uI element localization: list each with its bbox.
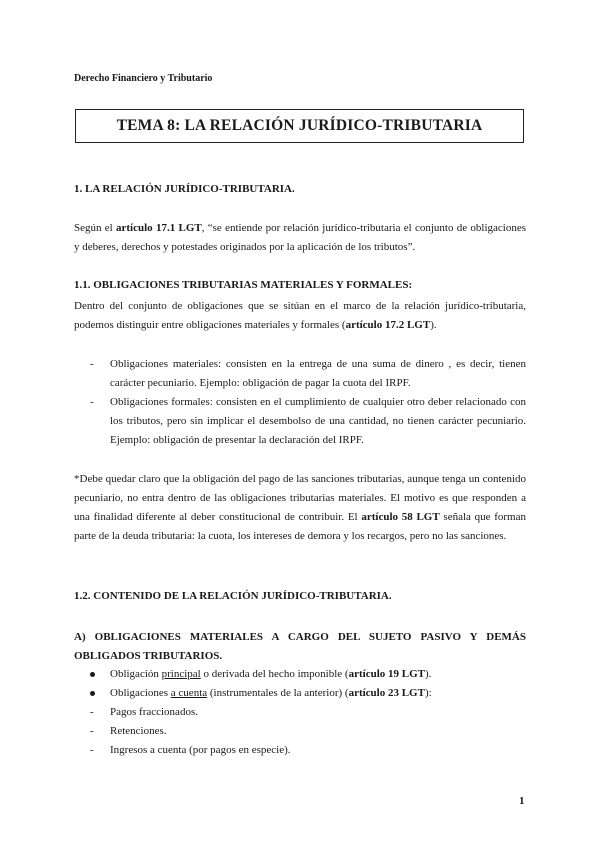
text-run: Dentro del conjunto de obligaciones que se sitúan en el marco de la relación jurídico-tributaria, podemos distinguir entre obligaciones materiales y formales ( [74, 300, 526, 331]
section-1-1-heading: 1.1. OBLIGACIONES TRIBUTARIAS MATERIALES Y FORMALES: [74, 279, 413, 291]
list-item-text: Obligaciones materiales: consisten en la entrega de una suma de dinero , es decir, tienen carácter pecuniario. Ejemplo: obligación de pagar la cuota del IRPF. [110, 358, 526, 389]
bullet-dot-icon [90, 672, 95, 677]
subsection-a-text: A) OBLIGACIONES MATERIALES A CARGO DEL SUJETO PASIVO Y DEMÁS OBLIGADOS TRIBUTARIOS. [74, 631, 526, 662]
text-run: señala que forman parte de la deuda tributaria: la cuota, los intereses de demora y los recargos, pero no las sanciones. [74, 511, 526, 542]
dash-marker: - [90, 706, 94, 718]
section-1-heading: 1. LA RELACIÓN JURÍDICO-TRIBUTARIA. [74, 183, 295, 195]
section-1-paragraph [74, 219, 526, 257]
obligations-list [74, 355, 526, 450]
text-run: ): [424, 687, 432, 699]
underlined-term: a cuenta [170, 687, 208, 699]
dash-marker: - [90, 358, 94, 370]
list-item-text: Obligaciones formales: consisten en el cumplimiento de cualquier otro deber relacionado con los tributos, pero sin implicar el desembolso de una cantidad, no tienen carácter pecuniario. Ejemplo: obligación de presentar la declaración del IRPF. [110, 396, 526, 446]
list-item [74, 393, 526, 450]
page-number: 1 [519, 795, 525, 807]
list-item [74, 722, 526, 741]
text-run: *Debe quedar claro que la obligación del pago de las sanciones tributarias, aunque tenga un contenido pecuniario, no entra dentro de las obligaciones tributarias materiales. El motivo es que responden a una finalidad diferente al deber constitucional de contribuir. El [74, 473, 526, 523]
text-run: Obligación [110, 668, 162, 680]
material-obligations-list [74, 665, 526, 760]
dash-marker: - [90, 744, 94, 756]
page-title: TEMA 8: LA RELACIÓN JURÍDICO-TRIBUTARIA [116, 117, 483, 134]
subsection-a-heading [74, 628, 526, 666]
article-reference: artículo 58 LGT [361, 511, 440, 523]
list-item-text: Retenciones. [110, 725, 167, 737]
text-run: , “se entiende por relación jurídico-tributaria el conjunto de obligaciones y deberes, derechos y potestades originados por la aplicación de los tributos”. [74, 222, 526, 253]
list-item [74, 741, 526, 760]
article-reference: artículo 17.2 LGT [345, 319, 431, 331]
article-reference: artículo 23 LGT [348, 687, 425, 699]
bullet-item [74, 684, 526, 703]
text-run: Según el [74, 222, 117, 234]
article-reference: artículo 17.1 LGT [116, 222, 202, 234]
list-item [74, 703, 526, 722]
page-title-box [75, 109, 524, 143]
list-item [74, 355, 526, 393]
list-item-text: Pagos fraccionados. [110, 706, 198, 718]
text-run: Obligaciones [110, 687, 171, 699]
section-1-2-heading: 1.2. CONTENIDO DE LA RELACIÓN JURÍDICO-TRIBUTARIA. [74, 590, 392, 602]
section-1-1-paragraph [74, 297, 526, 335]
dash-marker: - [90, 725, 94, 737]
bullet-dot-icon [90, 691, 95, 696]
list-item-text: Ingresos a cuenta (por pagos en especie). [110, 744, 291, 756]
text-run: ). [424, 668, 432, 680]
underlined-term: principal [161, 668, 201, 680]
dash-marker: - [90, 396, 94, 408]
text-run: o derivada del hecho imponible ( [200, 668, 349, 680]
bullet-item [74, 665, 526, 684]
running-header: Derecho Financiero y Tributario [74, 73, 213, 84]
text-run: ). [430, 319, 437, 331]
note-paragraph [74, 470, 526, 546]
text-run: (instrumentales de la anterior) ( [207, 687, 349, 699]
article-reference: artículo 19 LGT [348, 668, 425, 680]
